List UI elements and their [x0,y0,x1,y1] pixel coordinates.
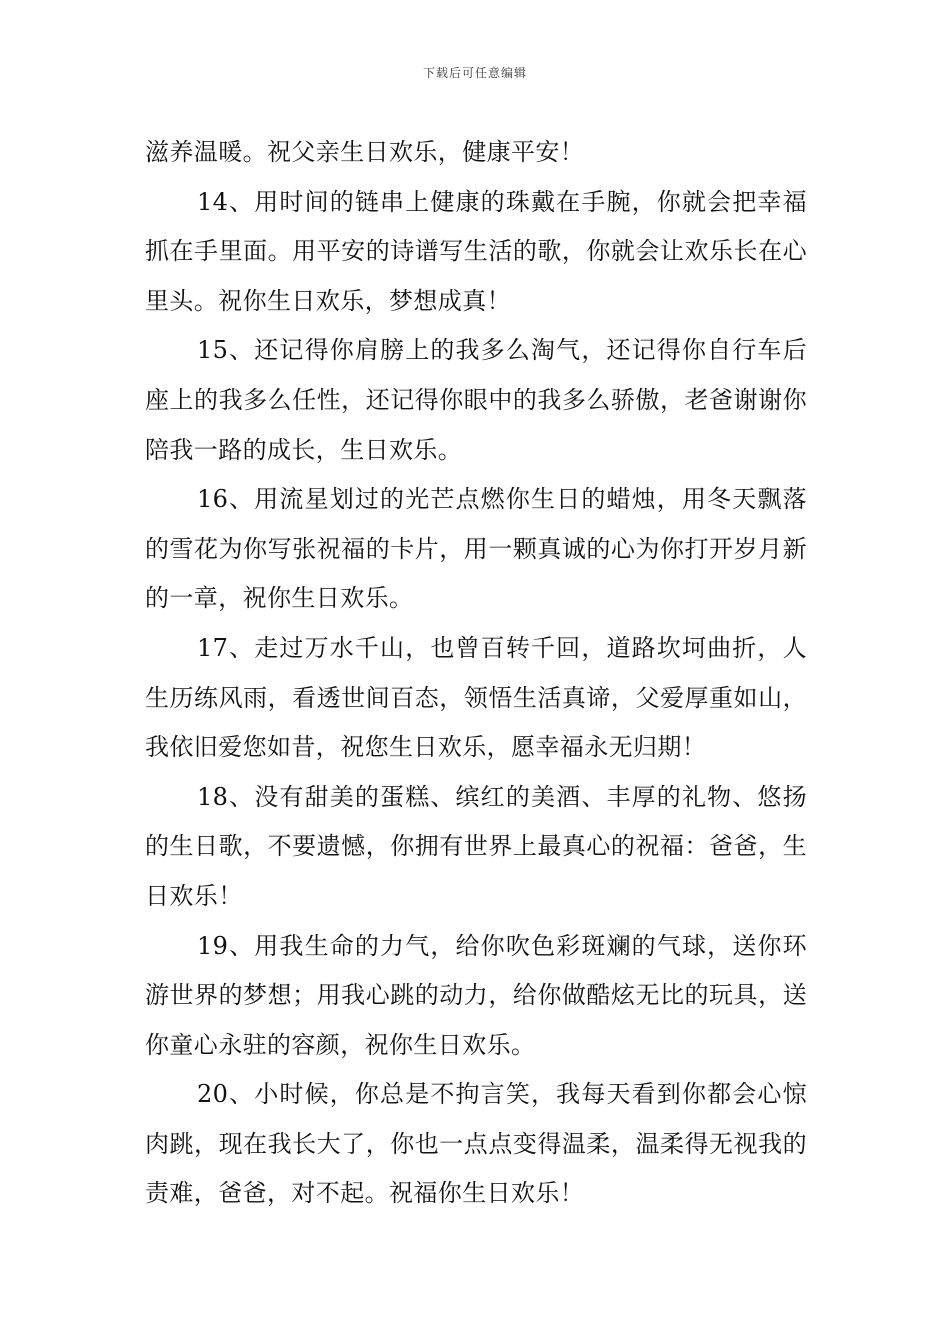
page-header: 下载后可任意编辑 [422,66,527,80]
paragraph-20: 20、小时候，你总是不拘言笑，我每天看到你都会心惊肉跳，现在我长大了，你也一点点变得温柔，温柔得无视我的责难，爸爸，对不起。祝福你生日欢乐！ [145,1080,807,1208]
document-body [145,128,807,1219]
paragraph-14: 14、用时间的链串上健康的珠戴在手腕，你就会把幸福抓在手里面。用平安的诗谱写生活的歌，你就会让欢乐长在心里头。祝你生日欢乐，梦想成真！ [145,187,807,315]
paragraph-15: 15、还记得你肩膀上的我多么淘气，还记得你自行车后座上的我多么任性，还记得你眼中的我多么骄傲，老爸谢谢你陪我一路的成长，生日欢乐。 [145,336,807,464]
paragraph-18: 18、没有甜美的蛋糕、缤红的美酒、丰厚的礼物、悠扬的生日歌，不要遗憾，你拥有世界上最真心的祝福：爸爸，生日欢乐！ [145,782,807,910]
paragraph-19: 19、用我生命的力气，给你吹色彩斑斓的气球，送你环游世界的梦想；用我心跳的动力，给你做酷炫无比的玩具，送你童心永驻的容颜，祝你生日欢乐。 [145,931,807,1059]
paragraph-continuation: 滋养温暖。祝父亲生日欢乐，健康平安！ [145,138,585,166]
paragraph-17: 17、走过万水千山，也曾百转千回，道路坎坷曲折，人生历练风雨，看透世间百态，领悟生活真谛，父爱厚重如山，我依旧爱您如昔，祝您生日欢乐，愿幸福永无归期！ [145,633,807,762]
paragraph-16: 16、用流星划过的光芒点燃你生日的蜡烛，用冬天飘落的雪花为你写张祝福的卡片，用一颗真诚的心为你打开岁月新的一章，祝你生日欢乐。 [145,485,807,613]
